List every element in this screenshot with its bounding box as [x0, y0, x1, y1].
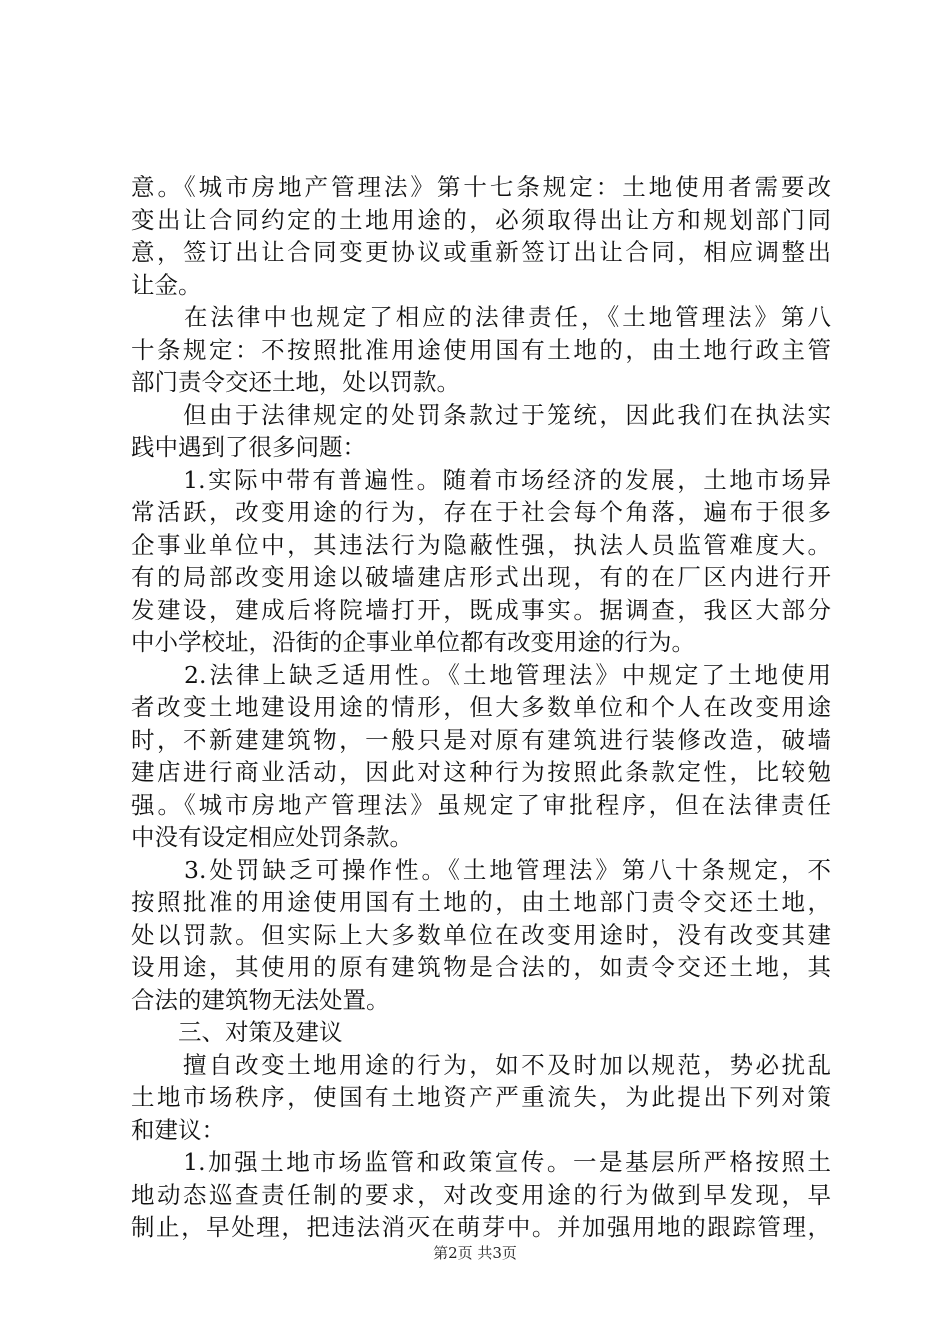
text-line: 合法的建筑物无法处置。 [131, 985, 390, 1014]
text-line: 处以罚款。但实际上大多数单位在改变用途时，没有改变其建 [131, 920, 831, 949]
text-line: 在法律中也规定了相应的法律责任，《土地管理法》第八 [131, 303, 831, 331]
text-line: 常活跃，改变用途的行为，存在于社会每个角落，遍布于很多 [131, 498, 831, 526]
text-line: 中没有设定相应处罚条款。 [131, 823, 413, 851]
text-line: 设用途，其使用的原有建筑物是合法的，如责令交还土地，其 [131, 953, 831, 981]
text-line: 2.法律上缺乏适用性。《土地管理法》中规定了土地使用 [131, 660, 831, 689]
text-line: 建店进行商业活动，因此对这种行为按照此条款定性，比较勉 [131, 758, 831, 786]
text-line: 中小学校址，沿街的企事业单位都有改变用途的行为。 [131, 628, 695, 656]
text-line: 地动态巡查责任制的要求，对改变用途的行为做到早发现，早 [131, 1180, 831, 1209]
text-line: 擅自改变土地用途的行为，如不及时加以规范，势必扰乱 [131, 1050, 831, 1079]
text-line: 按照批准的用途使用国有土地的，由土地部门责令交还土地， [131, 888, 831, 916]
text-line: 制止，早处理，把违法消灭在萌芽中。并加强用地的跟踪管理， [131, 1213, 831, 1241]
text-line: 变出让合同约定的土地用途的，必须取得出让方和规划部门同 [131, 205, 831, 234]
text-line: 意。《城市房地产管理法》第十七条规定：土地使用者需要改 [131, 173, 831, 201]
text-line: 强。《城市房地产管理法》虽规定了审批程序，但在法律责任 [131, 790, 831, 819]
text-line: 三、对策及建议 [131, 1018, 343, 1046]
text-line: 企事业单位中，其违法行为隐蔽性强，执法人员监管难度大。 [131, 530, 831, 559]
text-line: 土地市场秩序，使国有土地资产严重流失，为此提出下列对策 [131, 1083, 831, 1111]
text-line: 践中遇到了很多问题： [131, 433, 366, 461]
document-body [131, 171, 831, 1244]
text-line: 发建设，建成后将院墙打开，既成事实。据调查，我区大部分 [131, 595, 831, 624]
text-line: 有的局部改变用途以破墙建店形式出现，有的在厂区内进行开 [131, 563, 831, 591]
text-line: 1.加强土地市场监管和政策宣传。一是基层所严格按照土 [131, 1148, 831, 1176]
text-line: 3.处罚缺乏可操作性。《土地管理法》第八十条规定，不 [131, 855, 831, 884]
text-line: 时，不新建建筑物，一般只是对原有建筑进行装修改造，破墙 [131, 725, 831, 754]
text-line: 意，签订出让合同变更协议或重新签订出让合同，相应调整出 [131, 238, 831, 266]
text-line: 部门责令交还土地，处以罚款。 [131, 368, 460, 396]
text-line: 十条规定：不按照批准用途使用国有土地的，由土地行政主管 [131, 335, 831, 364]
text-line: 让金。 [131, 270, 202, 299]
text-line: 者改变土地建设用途的情形，但大多数单位和个人在改变用途 [131, 693, 831, 721]
page-footer: 第2页 共3页 [433, 1244, 517, 1262]
text-line: 和建议： [131, 1115, 225, 1144]
text-line: 1.实际中带有普遍性。随着市场经济的发展，土地市场异 [131, 465, 831, 494]
text-line: 但由于法律规定的处罚条款过于笼统，因此我们在执法实 [131, 400, 831, 429]
